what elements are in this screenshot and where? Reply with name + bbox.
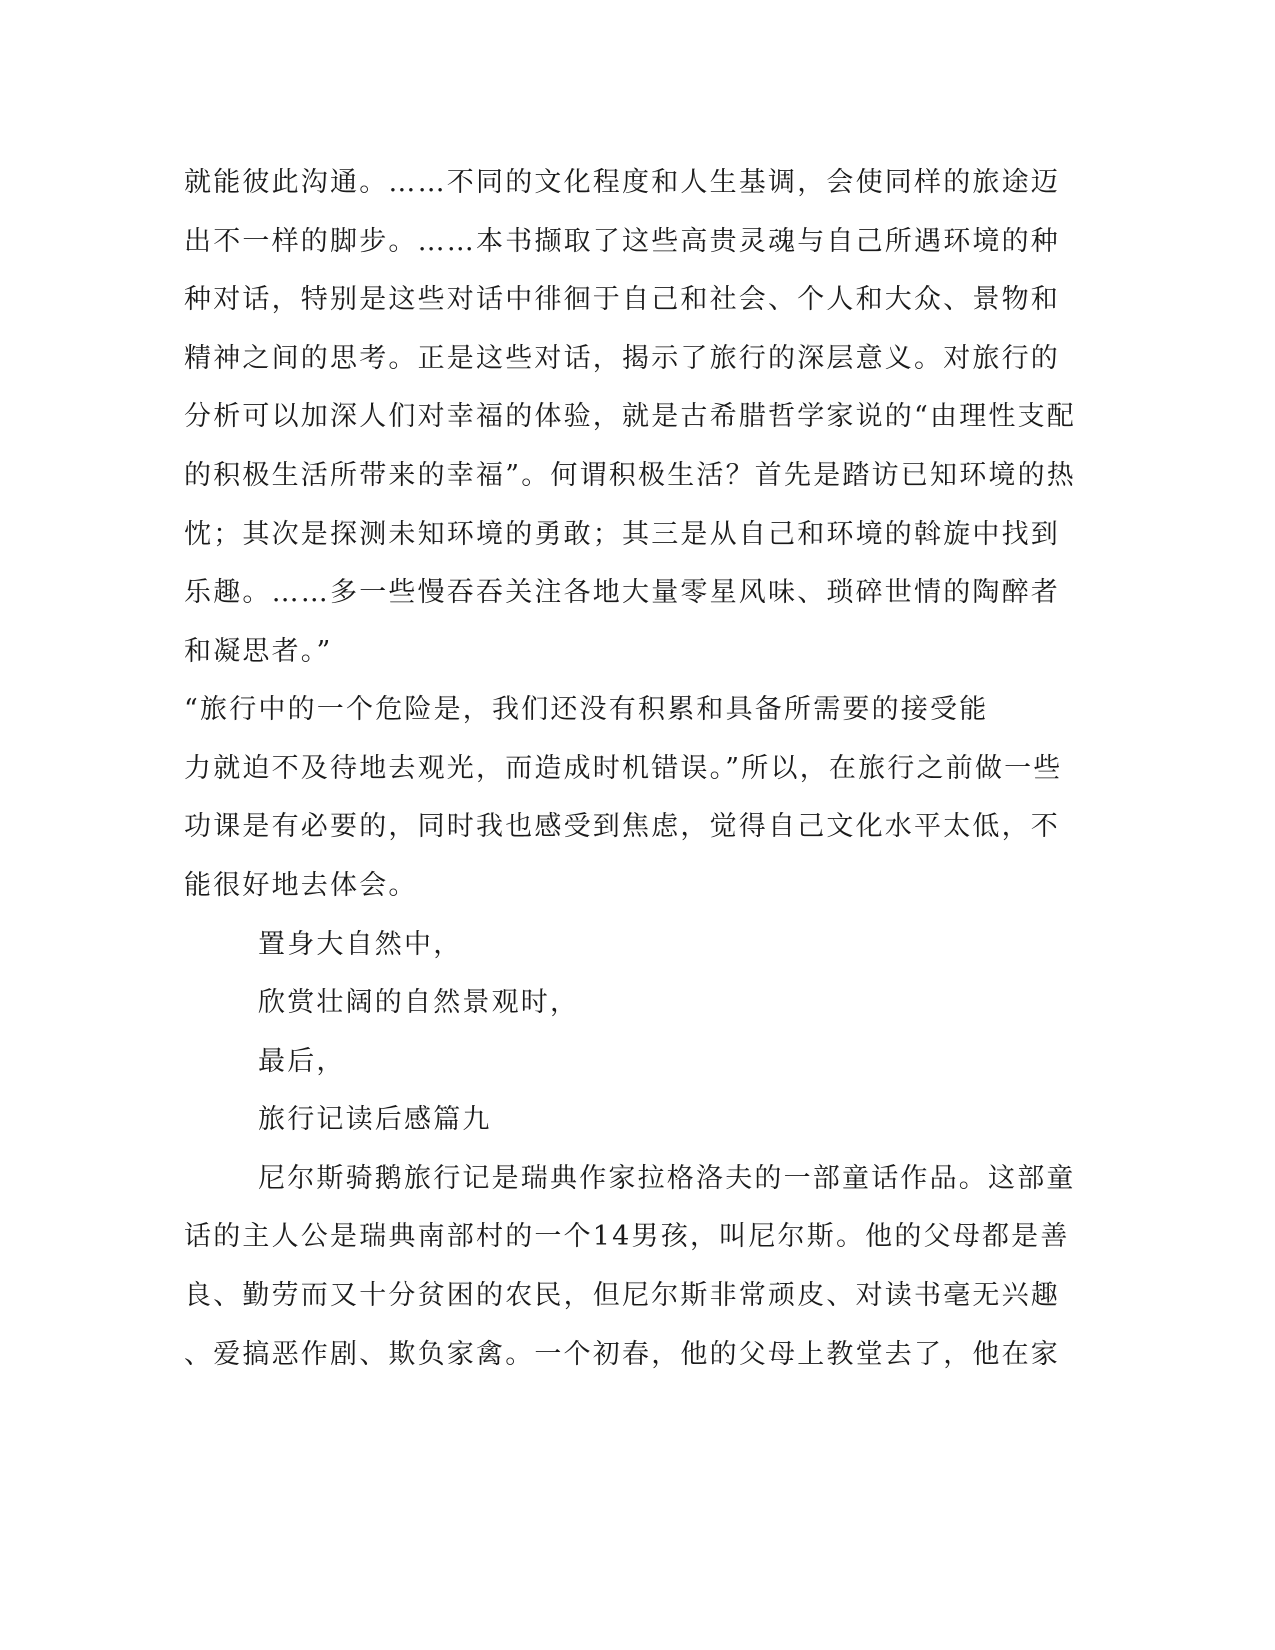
section-heading: 旅行记读后感篇九 xyxy=(258,1104,492,1135)
text-line: 、爱搞恶作剧、欺负家禽。一个初春，他的父母上教堂去了，他在家 xyxy=(184,1339,1060,1370)
text-line: 力就迫不及待地去观光，而造成时机错误。”所以，在旅行之前做一些 xyxy=(184,753,1063,784)
text-line: 种对话，特别是这些对话中徘徊于自己和社会、个人和大众、景物和 xyxy=(184,284,1060,315)
text-line: 尼尔斯骑鹅旅行记是瑞典作家拉格洛夫的一部童话作品。这部童 xyxy=(258,1163,1076,1194)
text-line: 良、勤劳而又十分贫困的农民，但尼尔斯非常顽皮、对读书毫无兴趣 xyxy=(184,1280,1060,1311)
text-line: “旅行中的一个危险是，我们还没有积累和具备所需要的接受能 xyxy=(184,694,989,725)
text-line: 忱；其次是探测未知环境的勇敢；其三是从自己和环境的斡旋中找到 xyxy=(184,519,1060,550)
text-line: 话的主人公是瑞典南部村的一个14男孩，叫尼尔斯。他的父母都是善 xyxy=(184,1221,1070,1252)
text-line: 功课是有必要的，同时我也感受到焦虑，觉得自己文化水平太低，不 xyxy=(184,811,1060,842)
text-line: 出不一样的脚步。……本书撷取了这些高贵灵魂与自己所遇环境的种 xyxy=(184,226,1060,257)
text-line: 乐趣。……多一些慢吞吞关注各地大量零星风味、琐碎世情的陶醉者 xyxy=(184,577,1060,608)
text-line: 分析可以加深人们对幸福的体验，就是古希腊哲学家说的“由理性支配 xyxy=(184,401,1077,432)
text-line: 最后， xyxy=(258,1046,346,1077)
text-line: 精神之间的思考。正是这些对话，揭示了旅行的深层意义。对旅行的 xyxy=(184,343,1060,374)
text-line: 置身大自然中， xyxy=(258,929,463,960)
text-line: 能很好地去体会。 xyxy=(184,870,418,901)
text-line: 的积极生活所带来的幸福”。何谓积极生活？首先是踏访已知环境的热 xyxy=(184,460,1077,491)
text-line: 欣赏壮阔的自然景观时， xyxy=(258,987,580,1018)
text-line: 和凝思者。” xyxy=(184,636,333,667)
text-line: 就能彼此沟通。……不同的文化程度和人生基调，会使同样的旅途迈 xyxy=(184,167,1060,198)
